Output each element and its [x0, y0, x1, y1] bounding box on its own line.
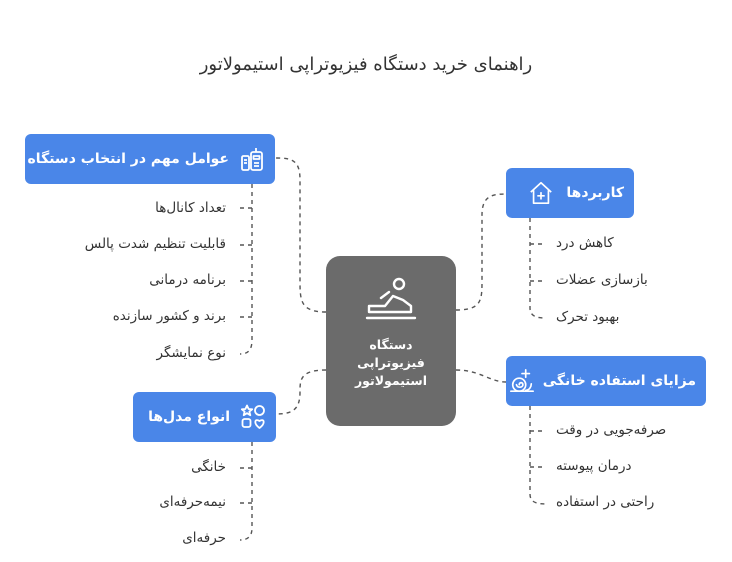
center-label-line-3: استیمولاتور: [354, 373, 428, 388]
model-item-1: خانگی: [191, 459, 226, 475]
factor-item-3: برنامه درمانی: [149, 272, 226, 288]
node-models-label: انواع مدل‌ها: [148, 409, 230, 425]
shapes-icon: [240, 404, 266, 430]
connector-models: [276, 370, 326, 414]
hospital-house-icon: [528, 180, 554, 206]
node-home-label: مزایای استفاده خانگی: [542, 373, 696, 389]
factors-children-line: [240, 184, 252, 354]
use-item-3: بهبود تحرک: [556, 309, 620, 325]
node-uses-label: کاربردها: [566, 185, 624, 201]
connector-factors: [276, 158, 326, 312]
remote-device-icon: [239, 146, 265, 172]
uses-children-line: [530, 218, 546, 318]
node-uses[interactable]: [506, 168, 634, 218]
snail-health-icon: [509, 368, 535, 394]
node-models[interactable]: [133, 392, 276, 442]
use-item-1: کاهش درد: [556, 235, 614, 251]
factor-item-1: تعداد کانال‌ها: [155, 200, 226, 216]
center-label-line-2: فیزیوتراپی: [357, 355, 425, 370]
diagram-title: راهنمای خرید دستگاه فیزیوتراپی استیمولاتور: [199, 54, 533, 75]
connector-uses: [456, 194, 506, 310]
center-label-line-1: دستگاه: [369, 337, 413, 352]
center-node: [326, 256, 456, 426]
node-factors[interactable]: [25, 134, 275, 184]
physiotherapy-massage-icon: [363, 276, 419, 324]
model-item-3: حرفه‌ای: [182, 530, 226, 546]
node-home[interactable]: [506, 356, 706, 406]
home-item-2: درمان پیوسته: [556, 458, 632, 474]
model-item-2: نیمه‌حرفه‌ای: [159, 494, 226, 510]
connector-home: [456, 370, 506, 382]
factor-item-4: برند و کشور سازنده: [112, 308, 226, 324]
factor-item-2: قابلیت تنظیم شدت پالس: [84, 236, 226, 252]
node-factors-label: عوامل مهم در انتخاب دستگاه: [27, 151, 229, 167]
factor-item-5: نوع نمایشگر: [156, 345, 226, 361]
models-children-line: [240, 442, 252, 540]
use-item-2: بازسازی عضلات: [556, 272, 648, 288]
home-children-line: [530, 406, 546, 504]
home-item-3: راحتی در استفاده: [556, 494, 655, 510]
home-item-1: صرفه‌جویی در وقت: [556, 422, 667, 438]
